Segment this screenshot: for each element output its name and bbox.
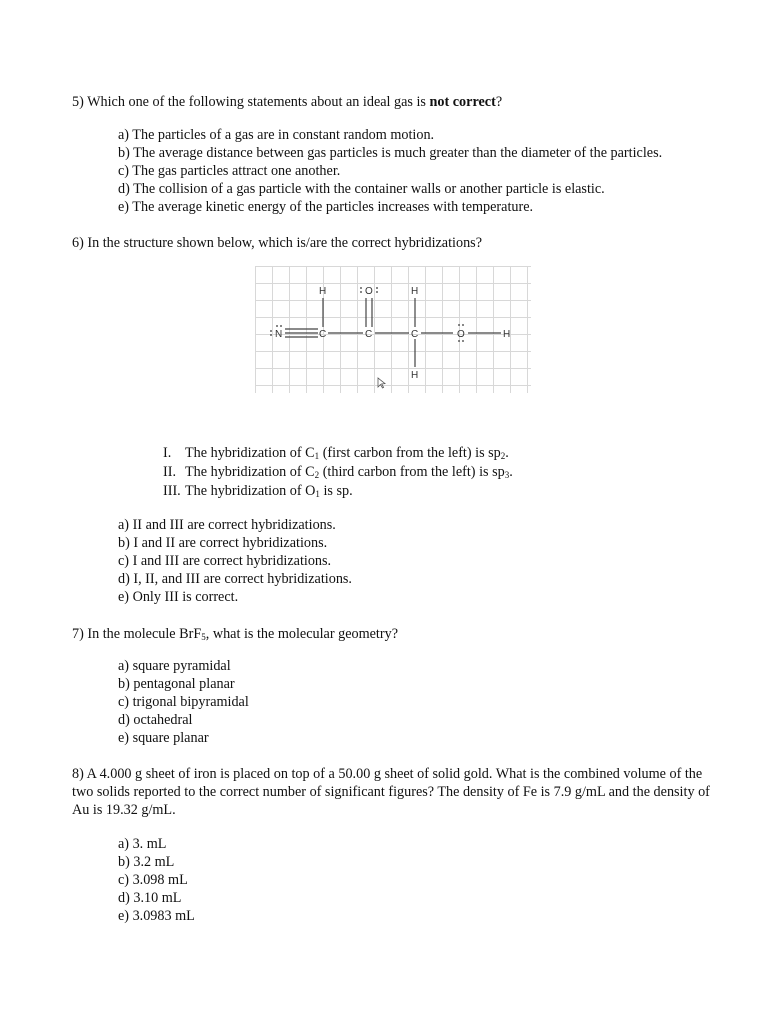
cursor-arrow-icon	[378, 378, 385, 388]
question-5-options	[118, 126, 662, 216]
atom-h-right: H	[503, 329, 511, 340]
atom-h-top-1: H	[319, 286, 327, 297]
option-d: d) octahedral	[118, 712, 193, 728]
atom-h-top-2: H	[411, 286, 419, 297]
atom-o-right: O	[457, 329, 465, 340]
statement-ii: II. The hybridization of $C_2$ (third carbon from the left) is $sp_3$.	[163, 464, 513, 480]
option-b: b) The average distance between gas particles is much greater than the diameter of the particles.	[118, 145, 663, 161]
question-8-options	[118, 835, 195, 925]
option-c: c) The gas particles attract one another.	[118, 163, 341, 179]
question-8-prompt: 8) A 4.000 g sheet of iron is placed on top of a 50.00 g sheet of solid gold. What is the combined volume of the two solids reported to the correct number of significant figures? The density of Fe is 7.9 g/mL and the density of Au is 19.32 g/mL.	[72, 766, 710, 818]
atom-o-top: O	[365, 286, 373, 297]
atom-n: N	[275, 329, 283, 340]
option-b: b) 3.2 mL	[118, 854, 175, 870]
option-a: a) square pyramidal	[118, 658, 231, 674]
option-b: b) pentagonal planar	[118, 676, 235, 692]
question-6-prompt: 6) In the structure shown below, which is/are the correct hybridizations?	[72, 235, 482, 251]
option-a: a) 3. mL	[118, 836, 167, 852]
atom-c3: C	[411, 329, 419, 340]
option-e: e) Only III is correct.	[118, 589, 239, 605]
option-d: d) 3.10 mL	[118, 890, 182, 906]
option-e: e) 3.0983 mL	[118, 908, 195, 924]
option-e: e) The average kinetic energy of the particles increases with temperature.	[118, 199, 534, 215]
statement-i: I. The hybridization of $C_1$ (first carbon from the left) is $sp_2$.	[163, 445, 509, 461]
option-d: d) I, II, and III are correct hybridizations.	[118, 571, 352, 587]
option-c: c) 3.098 mL	[118, 872, 188, 888]
option-c: c) trigonal bipyramidal	[118, 694, 249, 710]
atom-c2: C	[365, 329, 373, 340]
option-c: c) I and III are correct hybridizations.	[118, 553, 332, 569]
atom-c1: C	[319, 329, 327, 340]
question-6-statements	[163, 444, 513, 501]
question-5-prompt: 5) Which one of the following statements about an ideal gas is not correct?	[72, 94, 503, 110]
option-e: e) square planar	[118, 730, 209, 746]
statement-iii: III. The hybridization of $O_1$ is sp.	[163, 483, 353, 499]
question-7-options	[118, 657, 249, 747]
option-b: b) I and II are correct hybridizations.	[118, 535, 328, 551]
option-d: d) The collision of a gas particle with the container walls or another particle is elastic.	[118, 181, 605, 197]
question-6-options	[118, 516, 352, 606]
q5-emphasis: not correct	[429, 94, 496, 110]
atom-h-bottom: H	[411, 370, 419, 381]
question-7-prompt: 7) In the molecule BrF$_5$, what is the molecular geometry?	[72, 626, 398, 642]
option-a: a) II and III are correct hybridizations.	[118, 517, 336, 533]
option-a: a) The particles of a gas are in constant random motion.	[118, 127, 435, 143]
lewis-structure-figure	[255, 266, 531, 393]
